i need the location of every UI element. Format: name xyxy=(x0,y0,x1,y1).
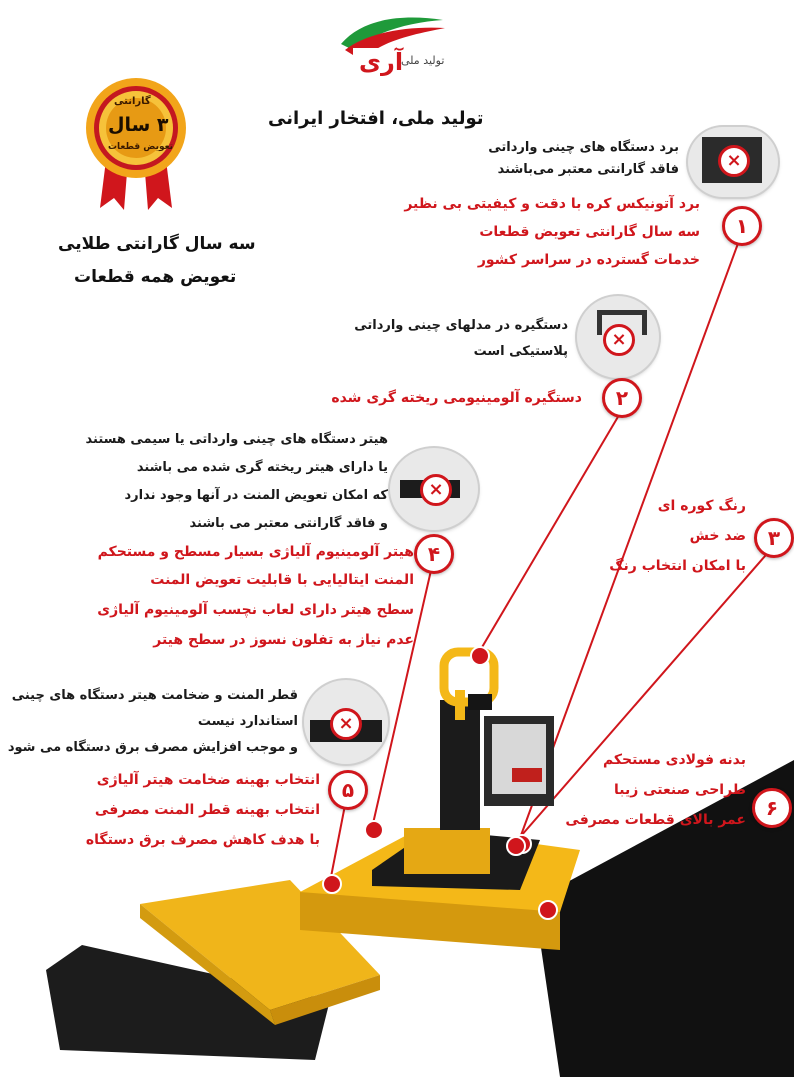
feature-5-gray-2: استاندارد نیست xyxy=(197,714,298,729)
feature-5-gray-3: و موجب افزایش مصرف برق دستگاه می شود xyxy=(7,740,298,755)
feature-4-thumbnail xyxy=(390,448,478,530)
feature-2-gray-2: پلاستیکی است xyxy=(473,344,568,359)
headline: تولید ملی، افتخار ایرانی xyxy=(268,108,484,129)
feature-1-gray-2: فاقد گارانتی معتبر می‌باشند xyxy=(497,162,679,177)
feature-1-red-2: سه سال گارانتی تعویض قطعات xyxy=(479,224,700,240)
feature-1-red-3: خدمات گسترده در سراسر کشور xyxy=(477,252,700,268)
feature-3-red-3: با امکان انتخاب رنگ xyxy=(609,558,746,574)
feature-6-red-3: عمر بالای قطعات مصرفی xyxy=(565,812,746,828)
badge-bottom: تعویض قطعات xyxy=(108,142,174,152)
feature-5-red-2: انتخاب بهینه قطر المنت مصرفی xyxy=(94,802,320,818)
feature-1-number: ۱ xyxy=(722,206,762,246)
feature-5-thumbnail xyxy=(304,680,388,764)
feature-4-red-3: سطح هیتر دارای لعاب نچسب آلومینیوم آلیاژی xyxy=(97,602,414,618)
feature-1-thumbnail xyxy=(688,127,778,197)
marker-dot-5 xyxy=(322,874,342,894)
feature-4-red-2: المنت ایتالیایی با قابلیت تعویض المنت xyxy=(150,572,414,588)
marker-dot-6 xyxy=(538,900,558,920)
feature-5-red-1: انتخاب بهینه ضخامت هیتر آلیاژی xyxy=(96,772,320,788)
feature-5-number: ۵ xyxy=(328,770,368,810)
feature-4-gray-1: هیتر دستگاه های چینی وارداتی یا سیمی هستند xyxy=(85,432,388,447)
feature-4-red-4: عدم نیاز به تفلون نسوز در سطح هیتر xyxy=(153,632,414,648)
feature-2-gray-1: دستگیره در مدلهای چینی وارداتی xyxy=(354,318,568,333)
marker-dot-3 xyxy=(506,836,526,856)
feature-2-thumbnail xyxy=(577,296,659,378)
feature-4-gray-4: و فاقد گارانتی معتبر می باشند xyxy=(189,516,388,531)
feature-4-gray-3: که امکان تعویض المنت در آنها وجود ندارد xyxy=(124,488,388,503)
logo-subtitle: تولید ملی xyxy=(401,54,445,67)
feature-3-red-1: رنگ کوره ای xyxy=(657,498,746,514)
feature-6-red-2: طراحی صنعتی زیبا xyxy=(613,782,746,798)
x-mark-icon: × xyxy=(603,324,635,356)
feature-4-red-1: هیتر آلومینیوم آلیاژی بسیار مسطح و مستحکم xyxy=(97,544,414,560)
feature-5-red-3: با هدف کاهش مصرف برق دستگاه xyxy=(85,832,320,848)
warranty-line-1: سه سال گارانتی طلایی xyxy=(58,234,256,254)
marker-dot-2 xyxy=(470,646,490,666)
logo-text: آری xyxy=(359,48,404,76)
feature-1-red-1: برد آتونیکس کره با دقت و کیفیتی بی نظیر xyxy=(404,196,700,212)
x-mark-icon: × xyxy=(718,145,750,177)
feature-2-red-1: دستگیره آلومینیومی ریخته گری شده xyxy=(331,390,582,406)
feature-6-red-1: بدنه فولادی مستحکم xyxy=(602,752,746,768)
feature-2-number: ۲ xyxy=(602,378,642,418)
x-mark-icon: × xyxy=(420,474,452,506)
badge-middle: ۳ سال xyxy=(108,114,169,136)
feature-3-red-2: ضد خش xyxy=(689,528,746,544)
feature-1-gray-1: برد دستگاه های چینی وارداتی xyxy=(488,140,679,155)
feature-5-gray-1: قطر المنت و ضخامت هیتر دستگاه های چینی xyxy=(11,688,298,703)
feature-4-gray-2: یا دارای هیتر ریخته گری شده می باشند xyxy=(136,460,388,475)
marker-dot-4 xyxy=(364,820,384,840)
feature-4-number: ۴ xyxy=(414,534,454,574)
feature-6-number: ۶ xyxy=(752,788,792,828)
x-mark-icon: × xyxy=(330,708,362,740)
warranty-line-2: تعویض همه قطعات xyxy=(74,267,237,287)
badge-top: گارانتی xyxy=(114,96,151,107)
feature-3-number: ۳ xyxy=(754,518,794,558)
